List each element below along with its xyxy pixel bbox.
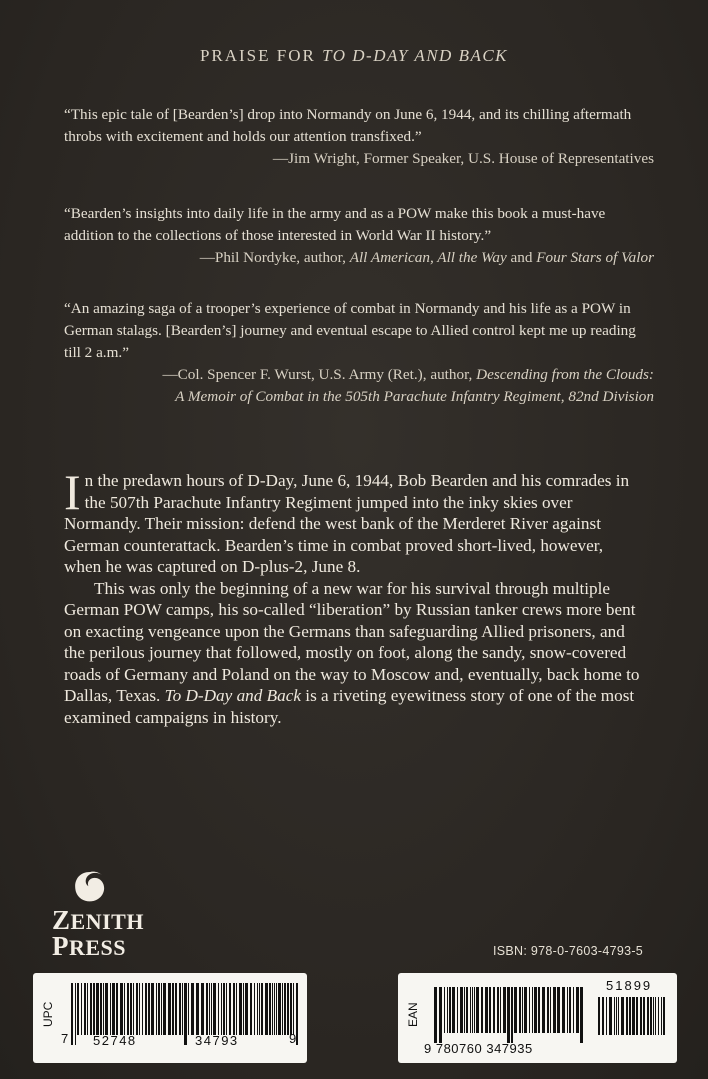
barcode-bar [236, 983, 237, 1035]
upc-digits-right-group: 34793 [195, 1033, 239, 1048]
ean-label: EAN [406, 1002, 420, 1027]
barcode-bar [632, 997, 635, 1035]
quote-text: “This epic tale of [Bearden’s] drop into Normandy on June 6, 1944, and its chilling aftermath throbs with excitement and holds our attention transfixed.” [64, 106, 632, 145]
quote-2 [64, 203, 654, 269]
barcode-bar [265, 983, 268, 1035]
attribution-and: and [510, 249, 533, 266]
publisher-logo [52, 868, 162, 968]
upc-digits-left-group: 52748 [93, 1033, 137, 1048]
quote-attribution [64, 247, 654, 269]
barcode-bar [529, 987, 530, 1033]
barcode-bar [653, 997, 654, 1035]
book-description [64, 464, 644, 728]
ean-addon-bars [598, 997, 668, 1045]
barcode-bar [259, 983, 260, 1035]
barcode-bar [229, 983, 231, 1035]
barcode-bar [434, 987, 437, 1043]
barcode-bar [532, 987, 533, 1033]
barcode-bar [274, 983, 275, 1035]
barcode-bar [636, 997, 638, 1035]
barcode-bar [168, 983, 171, 1035]
barcode-bar [481, 987, 483, 1033]
barcode-bar [110, 983, 111, 1035]
quote-text: “An amazing saga of a trooper’s experience of combat in Normandy and his life as a POW in German stalags. [Bearden’s] journey and eventual escape to Allied control kept me up reading till 2 a.m.” [64, 300, 636, 361]
barcode-bar [647, 997, 649, 1035]
barcode-bar [223, 983, 225, 1035]
barcode-bar [444, 987, 445, 1033]
barcode-bar [81, 983, 82, 1035]
barcode-bar [621, 997, 624, 1035]
ean-addon-digits: 51899 [606, 978, 653, 993]
barcode-bar [580, 987, 583, 1043]
attribution-author: —Col. Spencer F. Wurst, U.S. Army (Ret.), author, [162, 366, 473, 383]
barcode-bar [497, 987, 499, 1033]
barcode-bar [663, 997, 665, 1035]
barcode-bar [602, 997, 604, 1035]
barcode-bar [562, 987, 565, 1033]
barcode-bar [474, 987, 475, 1033]
barcode-bar [112, 983, 115, 1035]
description-paragraph-2 [64, 578, 644, 729]
barcode-bar [158, 983, 160, 1035]
barcode-bar [96, 983, 99, 1035]
barcode-bar [269, 983, 271, 1035]
barcode-bar [145, 983, 147, 1035]
barcode-bar [245, 983, 248, 1035]
barcode-bar [643, 997, 645, 1035]
barcode-bar [156, 983, 157, 1035]
barcode-bar [557, 987, 560, 1033]
barcode-bar [553, 987, 556, 1033]
attribution-book: Four Stars of Valor [536, 249, 654, 266]
barcode-bar [538, 987, 540, 1033]
attribution-book: All American, All the Way [349, 249, 507, 266]
barcode-bar [84, 983, 86, 1035]
ean-barcode [398, 973, 677, 1063]
barcode-bar [103, 983, 104, 1035]
praise-prefix: PRAISE FOR [199, 46, 316, 65]
barcode-bar [120, 983, 123, 1035]
barcode-bar [573, 987, 574, 1033]
barcode-bar [250, 983, 252, 1035]
barcode-bar [239, 983, 242, 1035]
barcode-bar [514, 987, 517, 1033]
paragraph-text: n the predawn hours of D-Day, June 6, 1944, Bob Bearden and his comrades in the 507th Parachute Infantry Regiment jumped into the inky skies over Normandy. Their mission: defend the west bank of the Merderet River against German counterattack. Bearden’s time in combat proved short-lived, however, when he was captured on D-plus-2, June 8. [64, 471, 630, 576]
barcode-bar [284, 983, 286, 1035]
paragraph-text: This was only the beginning of a new war for his survival through multiple German POW camps, his so-called “liberation” by Russian tanker crews more bent on exacting vengeance upon the Germans than safeguarding Allied prisoners, and the perilous journey that followed, mostly on foot, along the sandy, snow-covered roads of Germany and Poland on the way to Moscow and, eventually, back home to Dallas, Texas. [64, 578, 640, 705]
barcode-bar [489, 987, 491, 1033]
barcode-bar [614, 997, 615, 1035]
barcode-bar [233, 983, 235, 1035]
barcode-bar [547, 987, 549, 1033]
barcode-bar [476, 987, 479, 1033]
barcode-bar [188, 983, 189, 1035]
barcode-bar [287, 983, 289, 1035]
barcode-bar [182, 983, 183, 1035]
barcode-bar [201, 983, 204, 1035]
barcode-bar [226, 983, 227, 1035]
swirl-icon [70, 868, 110, 906]
barcode-bar [524, 987, 527, 1033]
barcode-bar [449, 987, 451, 1033]
barcode-bar [293, 983, 294, 1035]
barcode-bar [243, 983, 244, 1035]
barcode-bar [87, 983, 88, 1035]
upc-digit-right: 9 [289, 1031, 297, 1046]
barcode-bar [161, 983, 162, 1035]
logo-word: RESS [69, 935, 127, 960]
barcode-bar [507, 987, 510, 1043]
barcode-bar [629, 997, 631, 1035]
barcode-bar [136, 983, 138, 1035]
barcode-bar [485, 987, 488, 1033]
barcode-bar [500, 987, 501, 1033]
barcode-bar [77, 983, 79, 1035]
upc-label: UPC [41, 1001, 55, 1027]
barcode-bar [105, 983, 108, 1035]
barcode-bar [655, 997, 656, 1035]
barcode-bar [75, 983, 76, 1045]
barcode-bar [179, 983, 181, 1035]
barcode-bar [209, 983, 210, 1035]
barcode-bar [261, 983, 263, 1035]
quote-text: “Bearden’s insights into daily life in the army and as a POW make this book a must-have addition to the collections of those interested in World War II history.” [64, 205, 606, 244]
paragraph-text: is a riveting eyewitness story of one of the most examined campaigns in history. [64, 686, 635, 727]
quote-attribution: —Jim Wright, Former Speaker, U.S. House of Representatives [272, 150, 654, 167]
barcode-bar [206, 983, 208, 1035]
barcode-bar [221, 983, 222, 1035]
barcode-bar [658, 997, 659, 1035]
barcode-bar [218, 983, 219, 1035]
logo-letter: Z [52, 905, 71, 935]
barcode-bar [100, 983, 102, 1035]
barcode-bar [116, 983, 118, 1035]
attribution-book: Descending from the Clouds: [476, 366, 654, 383]
barcode-bar [163, 983, 166, 1035]
barcode-bar [191, 983, 194, 1035]
upc-digit-left: 7 [61, 1031, 69, 1046]
barcode-bar [90, 983, 92, 1035]
barcode-bar [278, 983, 281, 1035]
praise-header [0, 46, 708, 66]
isbn-number: ISBN: 978-0-7603-4793-5 [493, 944, 644, 958]
barcode-bar [661, 997, 662, 1035]
barcode-bar [175, 983, 177, 1035]
barcode-bar [93, 983, 95, 1035]
logo-letter: P [52, 931, 69, 961]
book-title-inline: To D-Day and Back [164, 686, 301, 705]
barcode-bar [296, 983, 298, 1045]
barcode-bar [124, 983, 125, 1035]
barcode-bar [439, 987, 442, 1043]
barcode-bar [640, 997, 642, 1035]
logo-word: ENITH [70, 909, 144, 934]
barcode-bar [576, 987, 579, 1033]
barcode-bar [457, 987, 458, 1033]
quote-attribution [64, 364, 654, 408]
barcode-bar [133, 983, 134, 1035]
barcode-bar [534, 987, 537, 1033]
description-paragraph-1 [64, 464, 644, 578]
drop-cap: I [64, 464, 81, 520]
ean-digits: 9 780760 347935 [424, 1041, 533, 1056]
barcode-bar [626, 997, 628, 1035]
barcode-bar [598, 997, 600, 1035]
barcode-bar [71, 983, 73, 1045]
barcode-bar [606, 997, 607, 1035]
attribution-book-subtitle: A Memoir of Combat in the 505th Parachute Infantry Regiment, 82nd Division [175, 388, 654, 405]
barcode-bar [460, 987, 463, 1033]
barcode-bar [282, 983, 283, 1035]
barcode-bar [127, 983, 129, 1035]
barcode-bar [257, 983, 258, 1035]
barcode-bar [139, 983, 140, 1035]
barcode-bar [569, 987, 571, 1033]
barcode-bar [503, 987, 506, 1033]
praise-book-title: TO D-DAY AND BACK [322, 46, 509, 65]
barcode-bar [184, 983, 187, 1045]
barcode-bar [470, 987, 471, 1033]
barcode-bar [519, 987, 521, 1033]
barcode-bar [550, 987, 551, 1033]
barcode-bar [493, 987, 495, 1033]
barcode-bar [151, 983, 154, 1035]
barcode-bar [616, 997, 617, 1035]
barcode-bar [276, 983, 277, 1035]
barcode-bar [472, 987, 473, 1033]
barcode-bar [650, 997, 652, 1035]
barcode-bar [142, 983, 143, 1035]
barcode-bar [290, 983, 292, 1035]
upc-barcode [33, 973, 307, 1063]
barcode-bar [211, 983, 212, 1035]
quote-1 [64, 104, 654, 170]
barcode-bar [196, 983, 199, 1035]
barcode-bar [272, 983, 273, 1035]
barcode-bar [609, 997, 612, 1035]
barcode-bar [452, 987, 455, 1033]
barcode-bar [254, 983, 255, 1035]
ean-bars [434, 987, 584, 1043]
barcode-bar [447, 987, 448, 1033]
barcode-bar [542, 987, 545, 1033]
barcode-bar [172, 983, 174, 1035]
barcode-bar [466, 987, 468, 1033]
barcode-bar [567, 987, 568, 1033]
attribution-author: —Phil Nordyke, author, [199, 249, 346, 266]
barcode-bar [213, 983, 216, 1035]
barcode-bar [130, 983, 132, 1035]
quote-3 [64, 298, 654, 408]
barcode-bar [618, 997, 619, 1035]
barcode-bar [511, 987, 513, 1043]
barcode-bar [148, 983, 150, 1035]
publisher-name [52, 905, 144, 961]
barcode-bar [522, 987, 523, 1033]
barcode-bar [464, 987, 465, 1033]
